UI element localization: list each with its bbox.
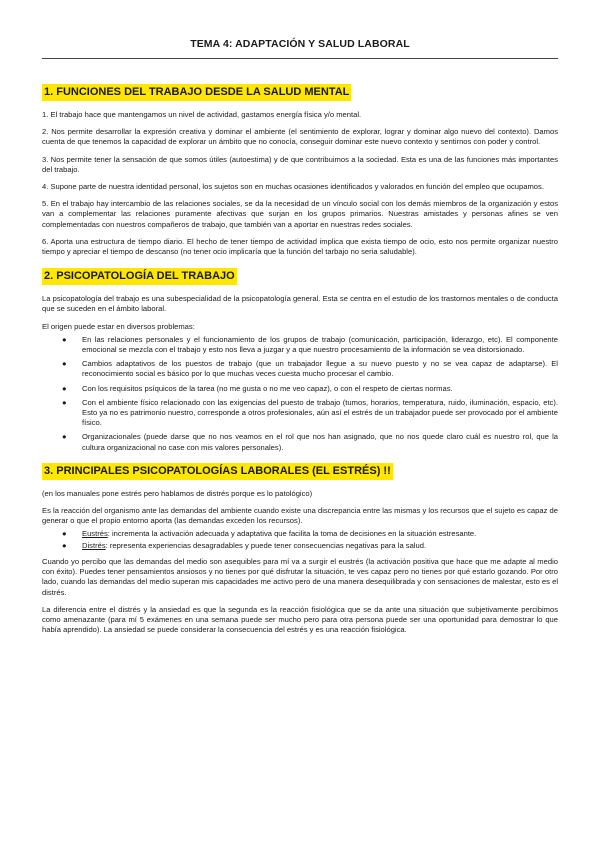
- paragraph: 2. Nos permite desarrollar la expresión creativa y dominar el ambiente (el sentimiento de explorar, lograr y dominar algo nuevo del contexto). Damos cuenta de que tenemos la capacidad de explorar un ámbito que no conocía, conseguir dominar este nuevo contexto y sentirnos con poder y control.: [42, 127, 558, 147]
- list-item: ● Organizacionales (puede darse que no nos veamos en el rol que nos han asignado, que no nos quede claro cuál es nuestro rol, que la cultura organizacional no case con mis valores personales).: [62, 432, 558, 452]
- page-header-title: TEMA 4: ADAPTACIÓN Y SALUD LABORAL: [190, 38, 410, 50]
- section-heading: 2. PSICOPATOLOGÍA DEL TRABAJO: [42, 268, 237, 285]
- bullet-icon: ●: [62, 529, 67, 539]
- paragraph: La psicopatología del trabajo es una subespecialidad de la psicopatología general. Esta se centra en el estudio de los trastornos mentales o de conducta que se suceden en el ámbito laboral.: [42, 294, 558, 314]
- paragraph: Cuando yo percibo que las demandas del medio son asequibles para mí va a surgir el eustrés (la activación positiva que hace que me adapte al medio con éxito). Puedes tener pensamientos ansiosos y no tienes por qué disfrutar la situación, te ves capaz pero no tienes por qué estarlo gozando. Por otro lado, cuando las demandas del medio superan mis capacidades me activo pero de una manera desequilibrada y con sensaciones de malestar, esto es el distrés.: [42, 556, 558, 597]
- definition-list: [42, 529, 558, 550]
- paragraph: La diferencia entre el distrés y la ansiedad es que la segunda es la reacción fisiológica que se da ante una situación que subjetivamente percibimos como amenazante (para mí 5 exámenes en una semana puede ser mucho pero para otra persona puede ser una oportunidad para demostrar lo que había aprendido). La ansiedad se puede considerar la consecuencia del estrés y es una reacción fisiológica.: [42, 604, 558, 635]
- bullet-icon: ●: [62, 359, 67, 369]
- note-text: (en los manuales pone estrés pero hablamos de distrés porque es lo patológico): [42, 488, 313, 498]
- list-item: ● En las relaciones personales y el funcionamiento de los grupos de trabajo (comunicación, participación, liderazgo, etc). El componente emocional se mezcla con el trabajo y esto nos lleva a juzgar y a que nuestro procesamiento de la información se vea distorsionado.: [62, 334, 558, 355]
- list-item: ● Con el ambiente físico relacionado con las exigencias del puesto de trabajo (tumos, horarios, temperatura, ruido, iluminación, espacio, etc). Esto ya no es patrimonio nuestro, corresponde a otros profesionales, aún así el estrés de un trabajador puede ser provocado por el ambiente físico.: [62, 397, 558, 428]
- definition-item: ● Distrés: representa experiencias desagradables y puede tener consecuencias negativas para la salud.: [62, 540, 427, 550]
- definition-term: Eustrés: [82, 529, 108, 539]
- paragraph: 4. Supone parte de nuestra identidad personal, los sujetos son en muchas ocasiones identificados y valorados en función del empleo que ocupamos.: [42, 182, 544, 192]
- header-divider: [42, 58, 558, 59]
- paragraph: 6. Aporta una estructura de tiempo diario. El hecho de tener tiempo de actividad implica que exista tiempo de ocio, esto nos permite organizar nuestro tiempo y apreciar el tiempo de descanso (no tener ocio implicaría que la función del tarbajo no seria saludable).: [42, 236, 558, 257]
- paragraph: Es la reacción del organismo ante las demandas del ambiente cuando existe una discrepancia entre las mismas y los recursos que el sujeto es capaz de generar o que el propio entorno aporta (las demandas exceden los recursos).: [42, 506, 558, 526]
- bullet-icon: ●: [62, 334, 67, 344]
- section-heading: 3. PRINCIPALES PSICOPATOLOGÍAS LABORALES (EL ESTRÉS) !!: [42, 463, 393, 480]
- section-estres: [42, 459, 558, 635]
- bullet-list: [42, 335, 558, 453]
- list-item: ● Con los requisitos psíquicos de la tarea (no me gusta o no me veo capaz), o con el respeto de ciertas normas.: [62, 383, 453, 393]
- definition-item: ● Eustrés: incrementa la activación adecuada y adaptativa que facilita la toma de decisiones en la situación estresante.: [62, 529, 477, 539]
- paragraph: 5. En el trabajo hay intercambio de las relaciones sociales, se da la necesidad de un vínculo social con los demás miembros de la organización y estos van a complementar las relaciones puramente afectivas que surjan en los grupos primarios. Nuestras amistades y personas afines se ven complementadas con nuestros compañeros de trabajo, que también van a aportar en nuestras redes sociales.: [42, 199, 558, 229]
- bullet-icon: ●: [62, 397, 67, 407]
- bullet-icon: ●: [62, 540, 67, 550]
- document-body: [42, 80, 558, 642]
- section-heading: 1. FUNCIONES DEL TRABAJO DESDE LA SALUD MENTAL: [42, 84, 351, 101]
- bullet-icon: ●: [62, 383, 67, 393]
- paragraph: 3. Nos permite tener la sensación de que somos útiles (autoestima) y de que contribuimos a la sociedad. Esta es una de las funciones más importantes del trabajo.: [42, 154, 558, 174]
- bullet-icon: ●: [62, 432, 67, 442]
- section-funciones: [42, 80, 558, 257]
- list-item: ● Cambios adaptativos de los puestos de trabajo (que un trabajador llegue a su nuevo puesto y no se vea capaz de adaptarse). El reconocimiento social es básico por lo que muchas veces cuesta mucho procesar el cambio.: [62, 359, 558, 379]
- paragraph: El origen puede estar en diversos problemas:: [42, 321, 195, 331]
- definition-term: Distrés: [82, 540, 106, 550]
- section-psicopatologia: [42, 264, 558, 453]
- paragraph: 1. El trabajo hace que mantengamos un nivel de actividad, gastamos energía física y/o mental.: [42, 110, 362, 119]
